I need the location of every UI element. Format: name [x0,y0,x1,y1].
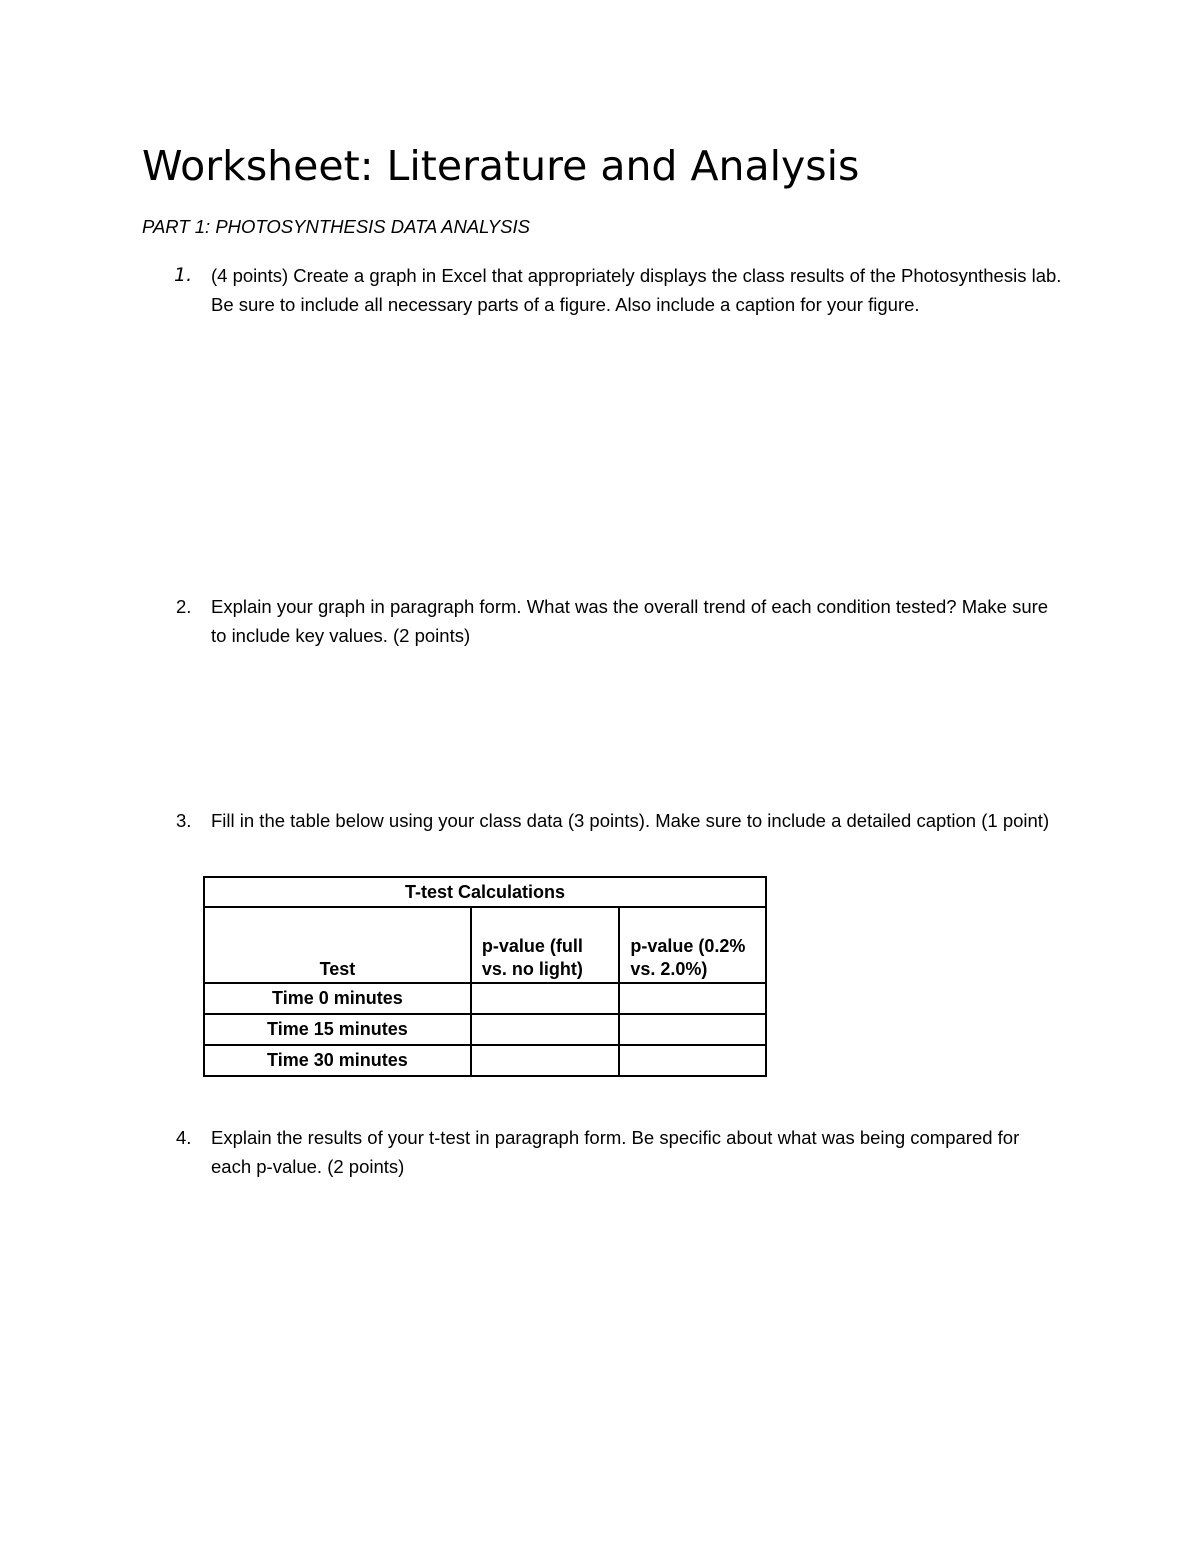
table-row [204,1014,766,1045]
table-caption: T-test Calculations [204,877,766,907]
header-pvalue-concentration: p-value (0.2% vs. 2.0%) [619,907,766,983]
question-3 [142,806,1062,835]
question-text: (4 points) Create a graph in Excel that appropriately displays the class results of the Photosynthesis lab. Be sure to include all necessary parts of a figure. Also include a caption for your figure. [211,265,1062,315]
row-label: Time 30 minutes [204,1045,471,1076]
pvalue-light-cell[interactable] [471,1014,620,1045]
row-label: Time 15 minutes [204,1014,471,1045]
question-4 [142,1123,1062,1181]
question-number: 3. [176,810,192,831]
part-heading: PART 1: PHOTOSYNTHESIS DATA ANALYSIS [142,216,530,237]
question-number: 2. [176,596,192,617]
question-number: 4. [176,1127,192,1148]
pvalue-concentration-cell[interactable] [619,1045,766,1076]
question-text: Explain your graph in paragraph form. What was the overall trend of each condition tested? Make sure to include key values. (2 points) [211,596,1049,646]
header-pvalue-light: p-value (full vs. no light) [471,907,620,983]
question-1 [142,261,1062,319]
page-title: Worksheet: Literature and Analysis [142,142,860,190]
row-label: Time 0 minutes [204,983,471,1014]
question-text: Explain the results of your t-test in paragraph form. Be specific about what was being compared for each p-value. (2 points) [211,1127,1020,1177]
pvalue-light-cell[interactable] [471,983,620,1014]
question-text: Fill in the table below using your class data (3 points). Make sure to include a detailed caption (1 point) [211,810,1050,831]
question-number: 1. [174,264,193,286]
table-caption-row [204,877,766,907]
pvalue-concentration-cell[interactable] [619,983,766,1014]
table-row [204,1045,766,1076]
pvalue-concentration-cell[interactable] [619,1014,766,1045]
ttest-table [203,876,767,1077]
table-row [204,983,766,1014]
table-header-row [204,907,766,983]
pvalue-light-cell[interactable] [471,1045,620,1076]
header-test: Test [204,907,471,983]
question-2 [142,592,1062,650]
